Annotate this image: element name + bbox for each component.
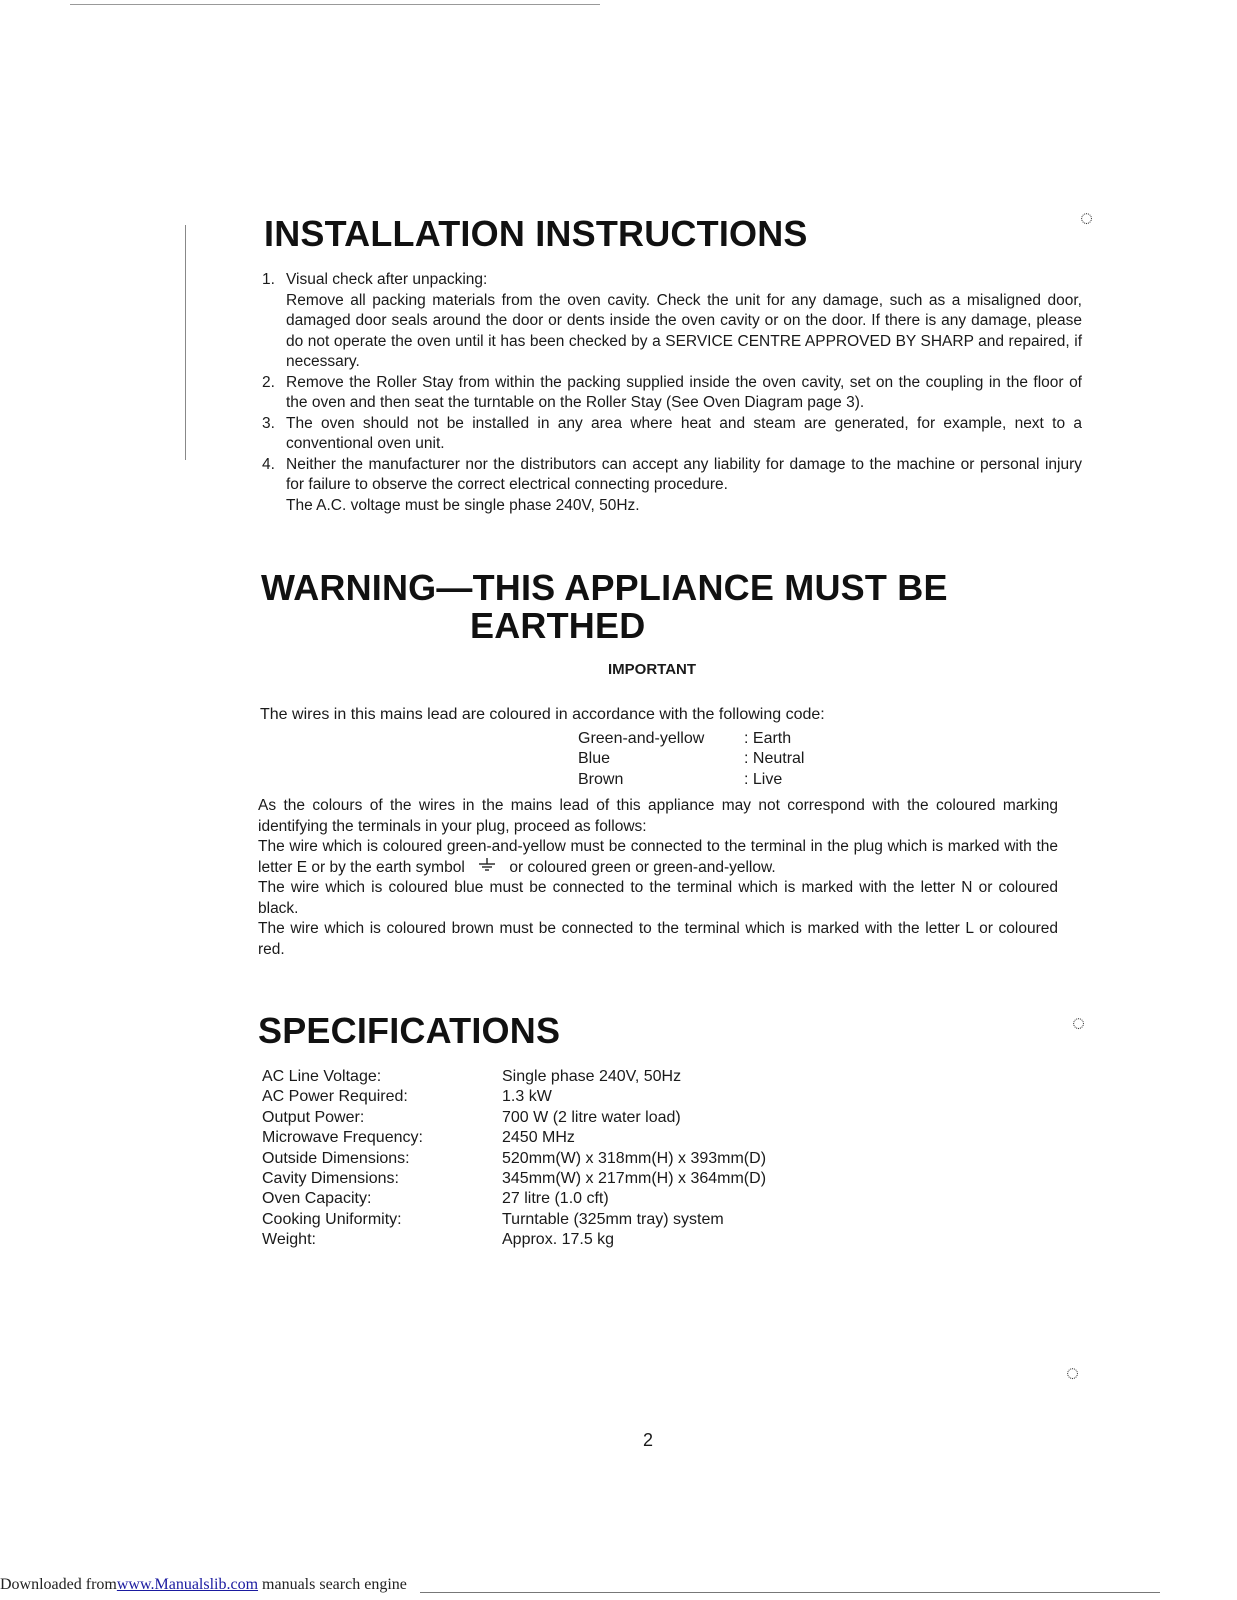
list-item	[262, 455, 1082, 517]
spec-label: Weight:	[262, 1231, 316, 1248]
spec-label: Outside Dimensions:	[262, 1150, 410, 1167]
item-text: Visual check after unpacking:	[286, 271, 488, 288]
spec-value: Single phase 240V, 50Hz	[502, 1068, 682, 1085]
wires-intro: The wires in this mains lead are coloured in accordance with the following code:	[260, 706, 825, 723]
item-number: 4.	[262, 455, 275, 473]
wire-row-brown	[578, 771, 623, 789]
wiring-para-4: The wire which is coloured brown must be connected to the terminal which is marked with the letter L or coloured red.	[258, 920, 1058, 958]
spec-label: Oven Capacity:	[262, 1190, 372, 1207]
wire-row-green-yellow	[578, 730, 704, 748]
spec-label: Microwave Frequency:	[262, 1129, 423, 1146]
wiring-para-2a: The wire which is coloured green-and-yellow must be connected to the terminal in the plug which is marked with the letter E or by the earth symbol	[258, 838, 1058, 876]
punch-hole-mark-1: ◌	[1080, 205, 1094, 230]
earth-symbol-icon	[469, 858, 505, 879]
item-number: 2.	[262, 373, 275, 391]
item-text: Neither the manufacturer nor the distributors can accept any liability for damage to the machine or personal injury for failure to observe the correct electrical connecting procedure.	[286, 455, 1082, 493]
wire-meaning: : Neutral	[744, 750, 805, 767]
important-label: IMPORTANT	[608, 661, 697, 678]
spec-label: AC Power Required:	[262, 1088, 408, 1105]
item-number: 3.	[262, 414, 275, 432]
spec-value: Approx. 17.5 kg	[502, 1231, 615, 1248]
warning-title-line2: EARTHED	[470, 605, 646, 646]
footer-prefix: Downloaded from	[0, 1576, 117, 1593]
item-number: 1.	[262, 271, 275, 288]
installation-title: INSTALLATION INSTRUCTIONS	[264, 213, 808, 254]
left-margin-line	[185, 225, 186, 460]
item-text: The oven should not be installed in any area where heat and steam are generated, for example, next to a conventional oven unit.	[286, 414, 1082, 452]
spec-value: 27 litre (1.0 cft)	[502, 1190, 609, 1207]
spec-label: Output Power:	[262, 1109, 365, 1126]
list-item	[262, 373, 1082, 414]
top-scan-line	[70, 4, 600, 5]
spec-value: 2450 MHz	[502, 1129, 575, 1146]
wire-colour: Green-and-yellow	[578, 730, 705, 747]
wiring-para-1: As the colours of the wires in the mains lead of this appliance may not correspond with the coloured marking identifying the terminals in your plug, proceed as follows:	[258, 797, 1058, 835]
wiring-instructions	[258, 796, 1058, 960]
wiring-para-3: The wire which is coloured blue must be connected to the terminal which is marked with the letter N or coloured black.	[258, 879, 1058, 917]
wiring-para-2b: or coloured green or green-and-yellow.	[509, 858, 776, 876]
wire-meaning: : Earth	[744, 730, 792, 747]
punch-hole-mark-2: ◌	[1072, 1010, 1086, 1035]
wire-colour: Brown	[578, 771, 624, 788]
wiring-para-2	[258, 837, 1058, 878]
page-number: 2	[643, 1430, 654, 1450]
list-item	[262, 270, 1082, 373]
wire-row-blue	[578, 750, 610, 768]
spec-label: Cooking Uniformity:	[262, 1211, 402, 1228]
spec-value: 345mm(W) x 217mm(H) x 364mm(D)	[502, 1170, 767, 1187]
spec-label: AC Line Voltage:	[262, 1068, 382, 1085]
item-text: The A.C. voltage must be single phase 240V, 50Hz.	[286, 496, 640, 514]
manualslib-link[interactable]: www.Manualslib.com	[116, 1576, 259, 1593]
warning-title-line1: WARNING—THIS APPLIANCE MUST BE	[261, 567, 948, 608]
spec-label: Cavity Dimensions:	[262, 1170, 399, 1187]
spec-value: 520mm(W) x 318mm(H) x 393mm(D)	[502, 1150, 767, 1167]
list-item	[262, 414, 1082, 455]
item-text: Remove the Roller Stay from within the packing supplied inside the oven cavity, set on the coupling in the floor of the oven and then seat the turntable on the Roller Stay (See Oven Diagram page 3).	[286, 373, 1082, 411]
spec-value: 1.3 kW	[502, 1088, 552, 1105]
download-footer	[0, 1576, 407, 1594]
wire-colour: Blue	[578, 750, 611, 767]
specifications-title: SPECIFICATIONS	[258, 1010, 561, 1051]
bottom-scan-line	[420, 1592, 1160, 1593]
punch-hole-mark-3: ◌	[1066, 1360, 1080, 1385]
spec-value: Turntable (325mm tray) system	[502, 1211, 724, 1228]
spec-value: 700 W (2 litre water load)	[502, 1109, 681, 1126]
wire-meaning: : Live	[744, 771, 783, 788]
footer-suffix: manuals search engine	[262, 1576, 407, 1593]
installation-list	[262, 270, 1082, 516]
item-text: Remove all packing materials from the oven cavity. Check the unit for any damage, such as a misaligned door, damaged door seals around the door or dents inside the oven cavity or on the door. If there is any damage, please do not operate the oven until it has been checked by a SERVICE CENTRE APPROVED BY SHARP and repaired, if necessary.	[286, 291, 1082, 370]
